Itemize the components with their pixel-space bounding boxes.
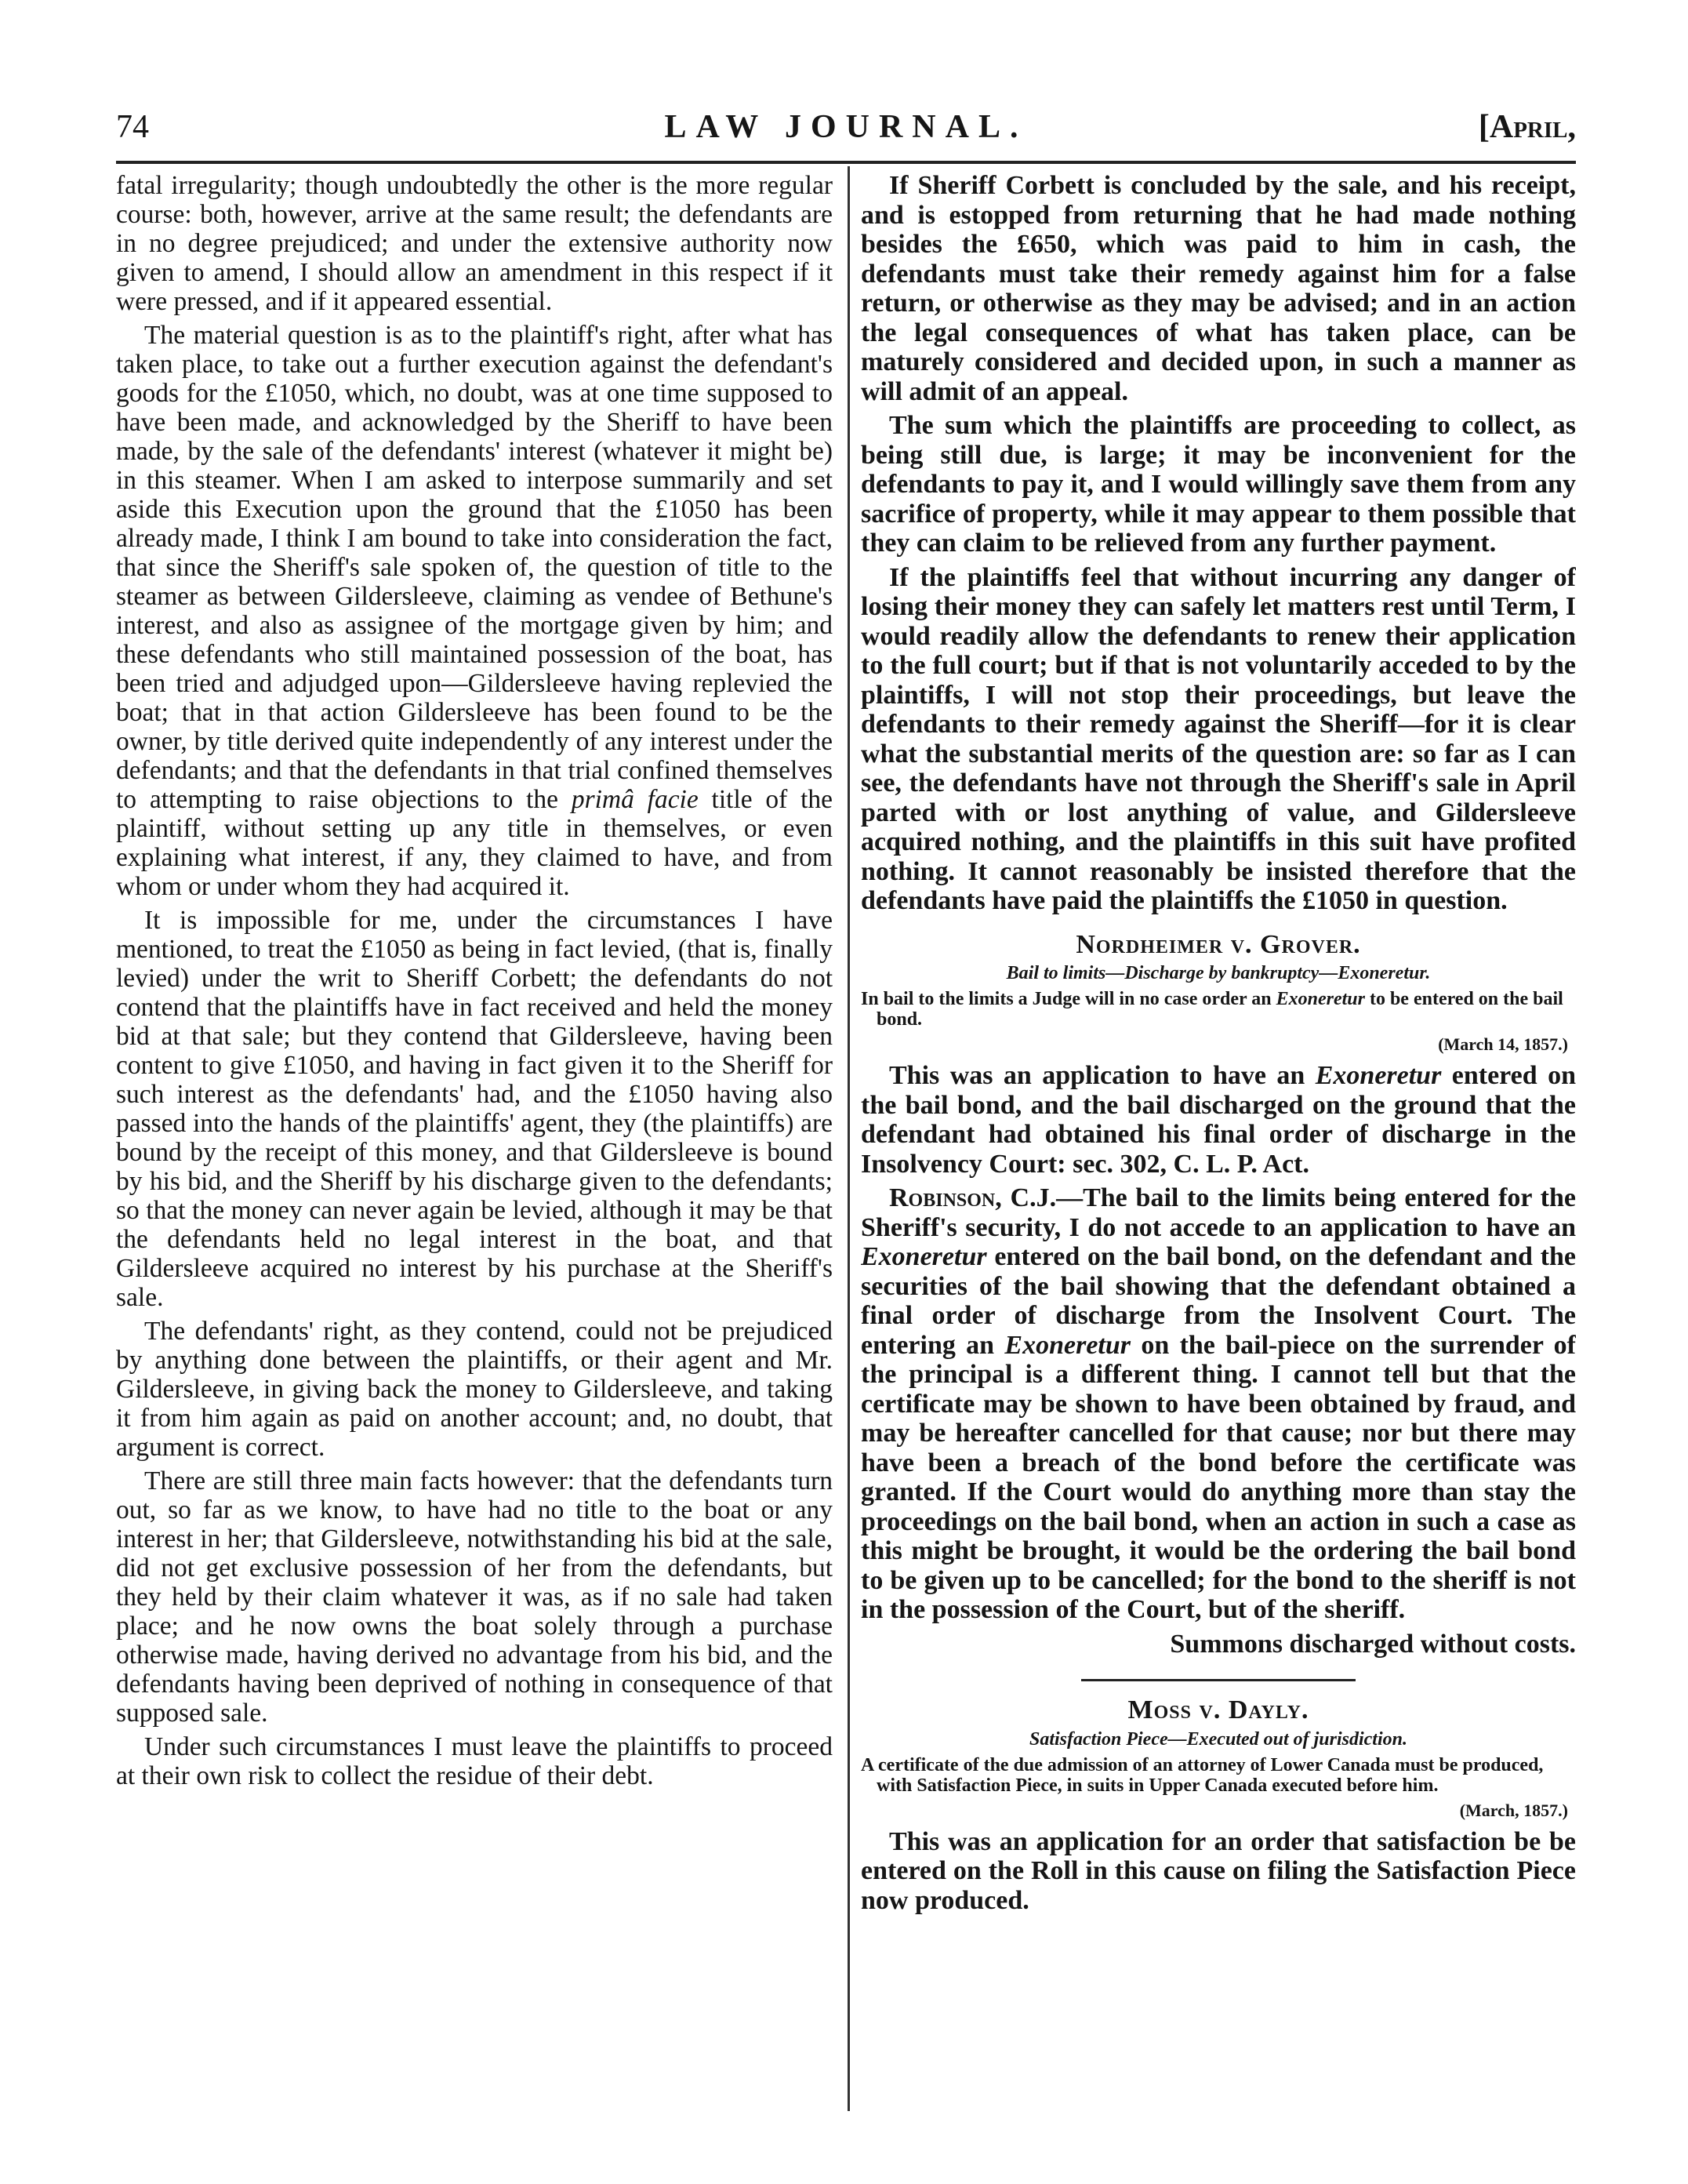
left-paragraph-3: It is impossible for me, under the circumstances I have mentioned, to treat the £1050 as being in fact levied, (that is, finally levied) under the writ to Sheriff Corbett; the defendants do not contend that the plaintiffs have in fact received and held the money bid at that sale; but they contend that Gildersleeve, having been content to give £1050, and having in fact given it to the Sheriff for such interest as the defendants' had, and the £1050 having also passed into the hands of the plaintiffs' agent, they (the plaintiffs) are bound by the receipt of this money, and that Gildersleeve is bound by his bid, and the Sheriff by his discharge given to the defendants; so that the money can never again be levied, although it may be that the defendants held no legal interest in the boat, and that Gildersleeve acquired no interest by his purchase at the Sheriff's sale. xyxy=(116,906,833,1312)
case-headnote-moss: A certificate of the due admission of an attorney of Lower Canada must be produced, with Satisfaction Piece, in suits in Upper Canada executed before him. xyxy=(861,1754,1544,1796)
right-paragraph-3: If the plaintiffs feel that without incurring any danger of losing their money they can safely let matters rest until Term, I would readily allow the defendants to renew their application to the full court; but if that is not voluntarily acceded to by the plaintiffs, I will not stop their proceedings, but leave the defendants to their remedy against the Sheriff—for it is clear what the substantial merits of the question are: so far as I can see, the defendants have not through the Sheriff's sale in April parted with or lost anything of value, and Gildersleeve acquired nothing, and the plaintiffs in this suit have profited nothing. It cannot reasonably be insisted therefore that the defendants have paid the plaintiffs the £1050 in question. xyxy=(861,562,1576,915)
case-subtitle-moss: Satisfaction Piece—Executed out of jurisdiction. xyxy=(1029,1728,1407,1750)
left-paragraph-1: fatal irregularity; though undoubtedly the other is the more regular course: both, however, arrive at the same result; the defendants are in no degree prejudiced; and under the extensive authority now given to amend, I should allow an amendment in this respect if it were pressed, and if it appeared essential. xyxy=(116,171,833,316)
right-column xyxy=(861,171,1576,2108)
moss-paragraph-1: This was an application for an order that satisfaction be be entered on the Roll in this cause on filing the Satisfaction Piece now produced. xyxy=(861,1826,1576,1915)
case-subtitle-nordheimer: Bail to limits—Discharge by bankruptcy—Exoneretur. xyxy=(1006,963,1431,983)
right-paragraph-2: The sum which the plaintiffs are proceeding to collect, as being still due, is large; it may be inconvenient for the defendants to pay it, and I would willingly save them from any sacrifice of property, while it may appear to them possible that they can claim to be relieved from any further payment. xyxy=(861,411,1576,558)
prima-facie-italic: primâ facie xyxy=(571,785,699,814)
case-separator xyxy=(1081,1679,1356,1681)
page-number: 74 xyxy=(116,109,149,145)
nordheimer-paragraph-2: Robinson, C.J.—The bail to the limits being entered for the Sheriff's security, I do not accede to an application to have an Exoneretur entered on the bail bond, on the defendant and the securities of the bail showing that the defendant obtained a final order of discharge from the Insolvent Court. The entering an Exoneretur on the bail-piece on the surrender of the principal is a different thing. I cannot tell but that the certificate may be shown to have been obtained by fraud, and may be hereafter cancelled for that cause; nor but there may have been a breach of the bond before the certificate was granted. If the Court would do anything more than stay the proceedings on the bail bond, when an action in such a case as this might be brought, it would be the ordering the bail bond to be given up to be cancelled; for the bond to the sheriff is not in the possession of the Court, but of the sheriff. xyxy=(861,1183,1576,1624)
case-date-moss: (March, 1857.) xyxy=(1459,1800,1568,1820)
case-title-nordheimer: Nordheimer v. Grover. xyxy=(1076,929,1361,959)
left-paragraph-2: The material question is as to the plaintiff's right, after what has taken place, to take out a further execution against the defendant's goods for the £1050, which, no doubt, was at one time supposed to have been made, and acknowledged by the Sheriff to have been made, by the sale of the defendants' interest (whatever it might be) in this steamer. When I am asked to interpose summarily and set aside this Execution upon the ground that the £1050 has been already made, I think I am bound to take into consideration the fact, that since the Sheriff's sale spoken of, the question of title to the steamer as between Gildersleeve, claiming as vendee of Bethune's interest, and also as assignee of the mortgage given by him; and these defendants who still maintained possession of the boat, has been tried and adjudged upon—Gildersleeve having replevied the boat; that in that action Gildersleeve has been found to be the owner, by title derived quite independently of any interest under the defendants; and that the defendants in that trial confined themselves to attempting to raise objections to the primâ facie title of the plaintiff, without setting up any title in themselves, or even explaining what interest, if any, they claimed to have, and from whom or under whom they had acquired it. xyxy=(116,321,833,901)
judge-name: Robinson xyxy=(889,1183,996,1212)
left-paragraph-6: Under such circumstances I must leave the plaintiffs to proceed at their own risk to collect the residue of their debt. xyxy=(116,1732,833,1790)
left-paragraph-4: The defendants' right, as they contend, could not be prejudiced by anything done between the plaintiffs, or their agent and Mr. Gildersleeve, in giving back the money to Gildersleeve, and taking it from him again as paid on another account; and, no doubt, that argument is correct. xyxy=(116,1317,833,1462)
left-column xyxy=(116,171,833,2108)
right-paragraph-1: If Sheriff Corbett is concluded by the sale, and his receipt, and is estopped from returning that he had made nothing besides the £650, which was paid to him in cash, the defendants must take their remedy against him for a false return, or otherwise as they may be advised; and in an action the legal consequences of what has taken place, can be maturely considered and decided upon, in such a manner as will admit of an appeal. xyxy=(861,171,1576,406)
left-paragraph-5: There are still three main facts however: that the defendants turn out, so far as we know, to have had no title to the boat or any interest in her; that Gildersleeve, notwithstanding his bid at the sale, did not get exclusive possession of her from the defendants, but they held by their claim whatever it was, as if no sale had taken place; and he now owns the boat solely through a purchase otherwise made, having derived no advantage from his bid, and the defendants having been deprived of nothing in consequence of that supposed sale. xyxy=(116,1466,833,1728)
case-date-nordheimer: (March 14, 1857.) xyxy=(1438,1034,1568,1054)
case-title-moss: Moss v. Dayly. xyxy=(1127,1695,1309,1724)
nordheimer-paragraph-1: This was an application to have an Exoneretur entered on the bail bond, and the bail discharged on the ground that the defendant had obtained his final order of discharge in the Insolvency Court: sec. 302, C. L. P. Act. xyxy=(861,1061,1576,1179)
header-rule xyxy=(116,161,1576,164)
journal-title: LAW JOURNAL. xyxy=(664,109,1028,145)
page-header xyxy=(116,108,1576,163)
column-divider xyxy=(848,166,850,2111)
case-headnote-nordheimer: In bail to the limits a Judge will in no case order an Exoneretur to be entered on the bail bond. xyxy=(861,989,1563,1030)
nordheimer-result: Summons discharged without costs. xyxy=(1170,1629,1576,1659)
issue-month: [April, xyxy=(1478,109,1576,145)
